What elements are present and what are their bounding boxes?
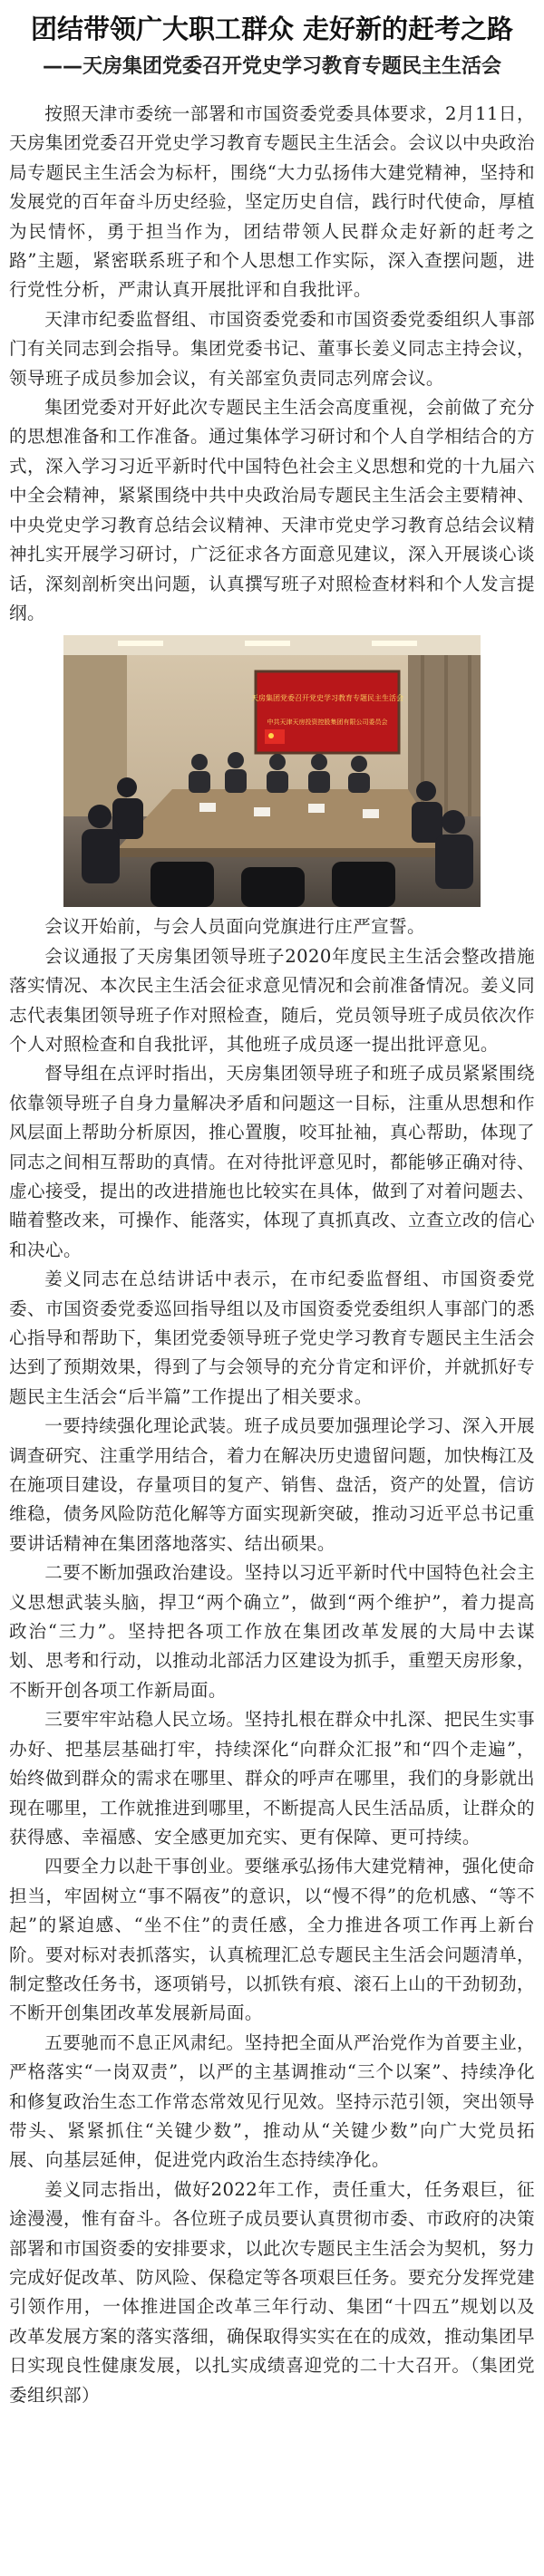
paragraph: 姜义同志指出，做好2022年工作，责任重大，任务艰巨，征途漫漫，惟有奋斗。各位班子成员要认真贯彻市委、市政府的决策部署和市国资委的安排要求，以此次专题民主生活会为契机，努力完成好促改革、防风险、保稳定等各项艰巨任务。要充分发挥党建引领作用，一体推进国企改革三年行动、集团“十四五”规划以及改革发展方案的落实落细，确保取得实实在在的成效，推动集团早日实现良性健康发展，以扎实成绩喜迎党的二十大召开。（集团党委组织部） <box>9 2178 535 2406</box>
paragraph: 三要牢牢站稳人民立场。坚持扎根在群众中扎深、把民生实事办好、把基层基础打牢，持续深化“向群众汇报”和“四个走遍”，始终做到群众的需求在哪里、群众的呼声在哪里，我们的身影就出现在哪里，工作就推进到哪里，不断提高人民生活品质，让群众的获得感、幸福感、安全感更加充实、更有保障、更可持续。 <box>9 1709 535 1848</box>
paragraph: 集团党委对开好此次专题民主生活会高度重视，会前做了充分的思想准备和工作准备。通过集体学习研讨和个人自学相结合的方式，深入学习习近平新时代中国特色社会主义思想和党的十九届六中全会精神，紧紧围绕中共中央政治局专题民主生活会主要精神、中央党史学习教育总结会议精神、天津市党史学习教育总结会议精神扎实开展学习研讨，广泛征求各方面意见建议，深入开展谈心谈话，深刻剖析突出问题，认真撰写班子对照检查材料和个人发言提纲。 <box>9 397 535 623</box>
paragraph: 二要不断加强政治建设。坚持以习近平新时代中国特色社会主义思想武装头脑，捍卫“两个确立”，做到“两个维护”，着力提高政治“三力”。坚持把各项工作放在集团改革发展的大局中去谋划、思考和行动，以推动北部活力区建设为抓手，重塑天房形象，不断开创各项工作新局面。 <box>9 1562 535 1701</box>
paragraph: 天津市纪委监督组、市国资委党委和市国资委党委组织人事部门有关同志到会指导。集团党委书记、董事长姜义同志主持会议，领导班子成员参加会议，有关部室负责同志列席会议。 <box>9 308 535 389</box>
photo-caption: 会议开始前，与会人员面向党旗进行庄严宣誓。 <box>44 916 426 938</box>
meeting-photo <box>63 635 481 907</box>
paragraph: 按照天津市委统一部署和市国资委党委具体要求，2月11日，天房集团党委召开党史学习教育专题民主生活会。会议以中央政治局专题民主生活会为标杆，围绕“大力弘扬伟大建党精神，坚持和发展党的百年奋斗历史经验，坚定历史自信，践行时代使命，厚植为民情怀，勇于担当作为，团结带领人民群众走好新的赶考之路”主题，紧密联系班子和个人思想工作实际，深入查摆问题，进行党性分析，严肃认真开展批评和自我批评。 <box>9 103 535 301</box>
paragraph: 姜义同志在总结讲话中表示，在市纪委监督组、市国资委党委、市国资委党委巡回指导组以及市国资委党委组织人事部门的悉心指导和帮助下，集团党委领导班子党史学习教育专题民主生活会达到了预期效果，得到了与会领导的充分肯定和评价，并就抓好专题民主生活会“后半篇”工作提出了相关要求。 <box>9 1269 535 1407</box>
screen-title: 天房集团党委召开党史学习教育专题民主生活会 <box>251 694 403 703</box>
meeting-photo-illustration <box>63 635 481 907</box>
article-title: 团结带领广大职工群众 走好新的赶考之路 <box>30 14 514 44</box>
paragraph: 四要全力以赴干事创业。要继承弘扬伟大建党精神，强化使命担当，牢固树立“事不隔夜”的意识，以“慢不得”的危机感、“等不起”的紧迫感、“坐不住”的责任感，全力推进各项工作再上新台阶。要对标对表抓落实，认真梳理汇总专题民主生活会问题清单，制定整改任务书，逐项销号，以抓铁有痕、滚石上山的干劲韧劲，不断开创集团改革发展新局面。 <box>9 1856 535 2024</box>
screen-subtitle: 中共天津天房投资控股集团有限公司委员会 <box>267 719 388 727</box>
paragraph: 督导组在点评时指出，天房集团领导班子和班子成员紧紧围绕依靠领导班子自身力量解决矛盾和问题这一目标，注重从思想和作风层面上帮助分析原因，推心置腹，咬耳扯袖，真心帮助，体现了同志之间相互帮助的真情。在对待批评意见时，都能够正确对待、虚心接受，提出的改进措施也比较实在具体，做到了对着问题去、瞄着整改来，可操作、能落实，体现了真抓真改、立查立改的信心和决心。 <box>9 1063 535 1260</box>
paragraph: 一要持续强化理论武装。班子成员要加强理论学习、深入开展调查研究、注重学用结合，着力在解决历史遗留问题，加快梅江及在施项目建设，存量项目的复产、销售、盘活，资产的处置，信访维稳，债务风险防范化解等方面实现新突破，推动习近平总书记重要讲话精神在集团落地落实、结出硕果。 <box>9 1415 535 1554</box>
article-subtitle: ——天房集团党委召开党史学习教育专题民主生活会 <box>42 55 501 78</box>
paragraph: 五要驰而不息正风肃纪。坚持把全面从严治党作为首要主业，严格落实“一岗双责”，以严的主基调推动“三个以案”、持续净化和修复政治生态工作常态常效见行见效。坚持示范引领，突出领导带头、紧紧抓住“关键少数”，推动从“关键少数”向广大党员拓展、向基层延伸，促进党内政治生态持续净化。 <box>9 2031 535 2171</box>
paragraph: 会议通报了天房集团领导班子2020年度民主生活会整改措施落实情况、本次民主生活会征求意见情况和会前准备情况。姜义同志代表集团领导班子作对照检查，随后，党员领导班子成员依次作个人对照检查和自我批评，其他班子成员逐一提出批评意见。 <box>9 945 535 1055</box>
